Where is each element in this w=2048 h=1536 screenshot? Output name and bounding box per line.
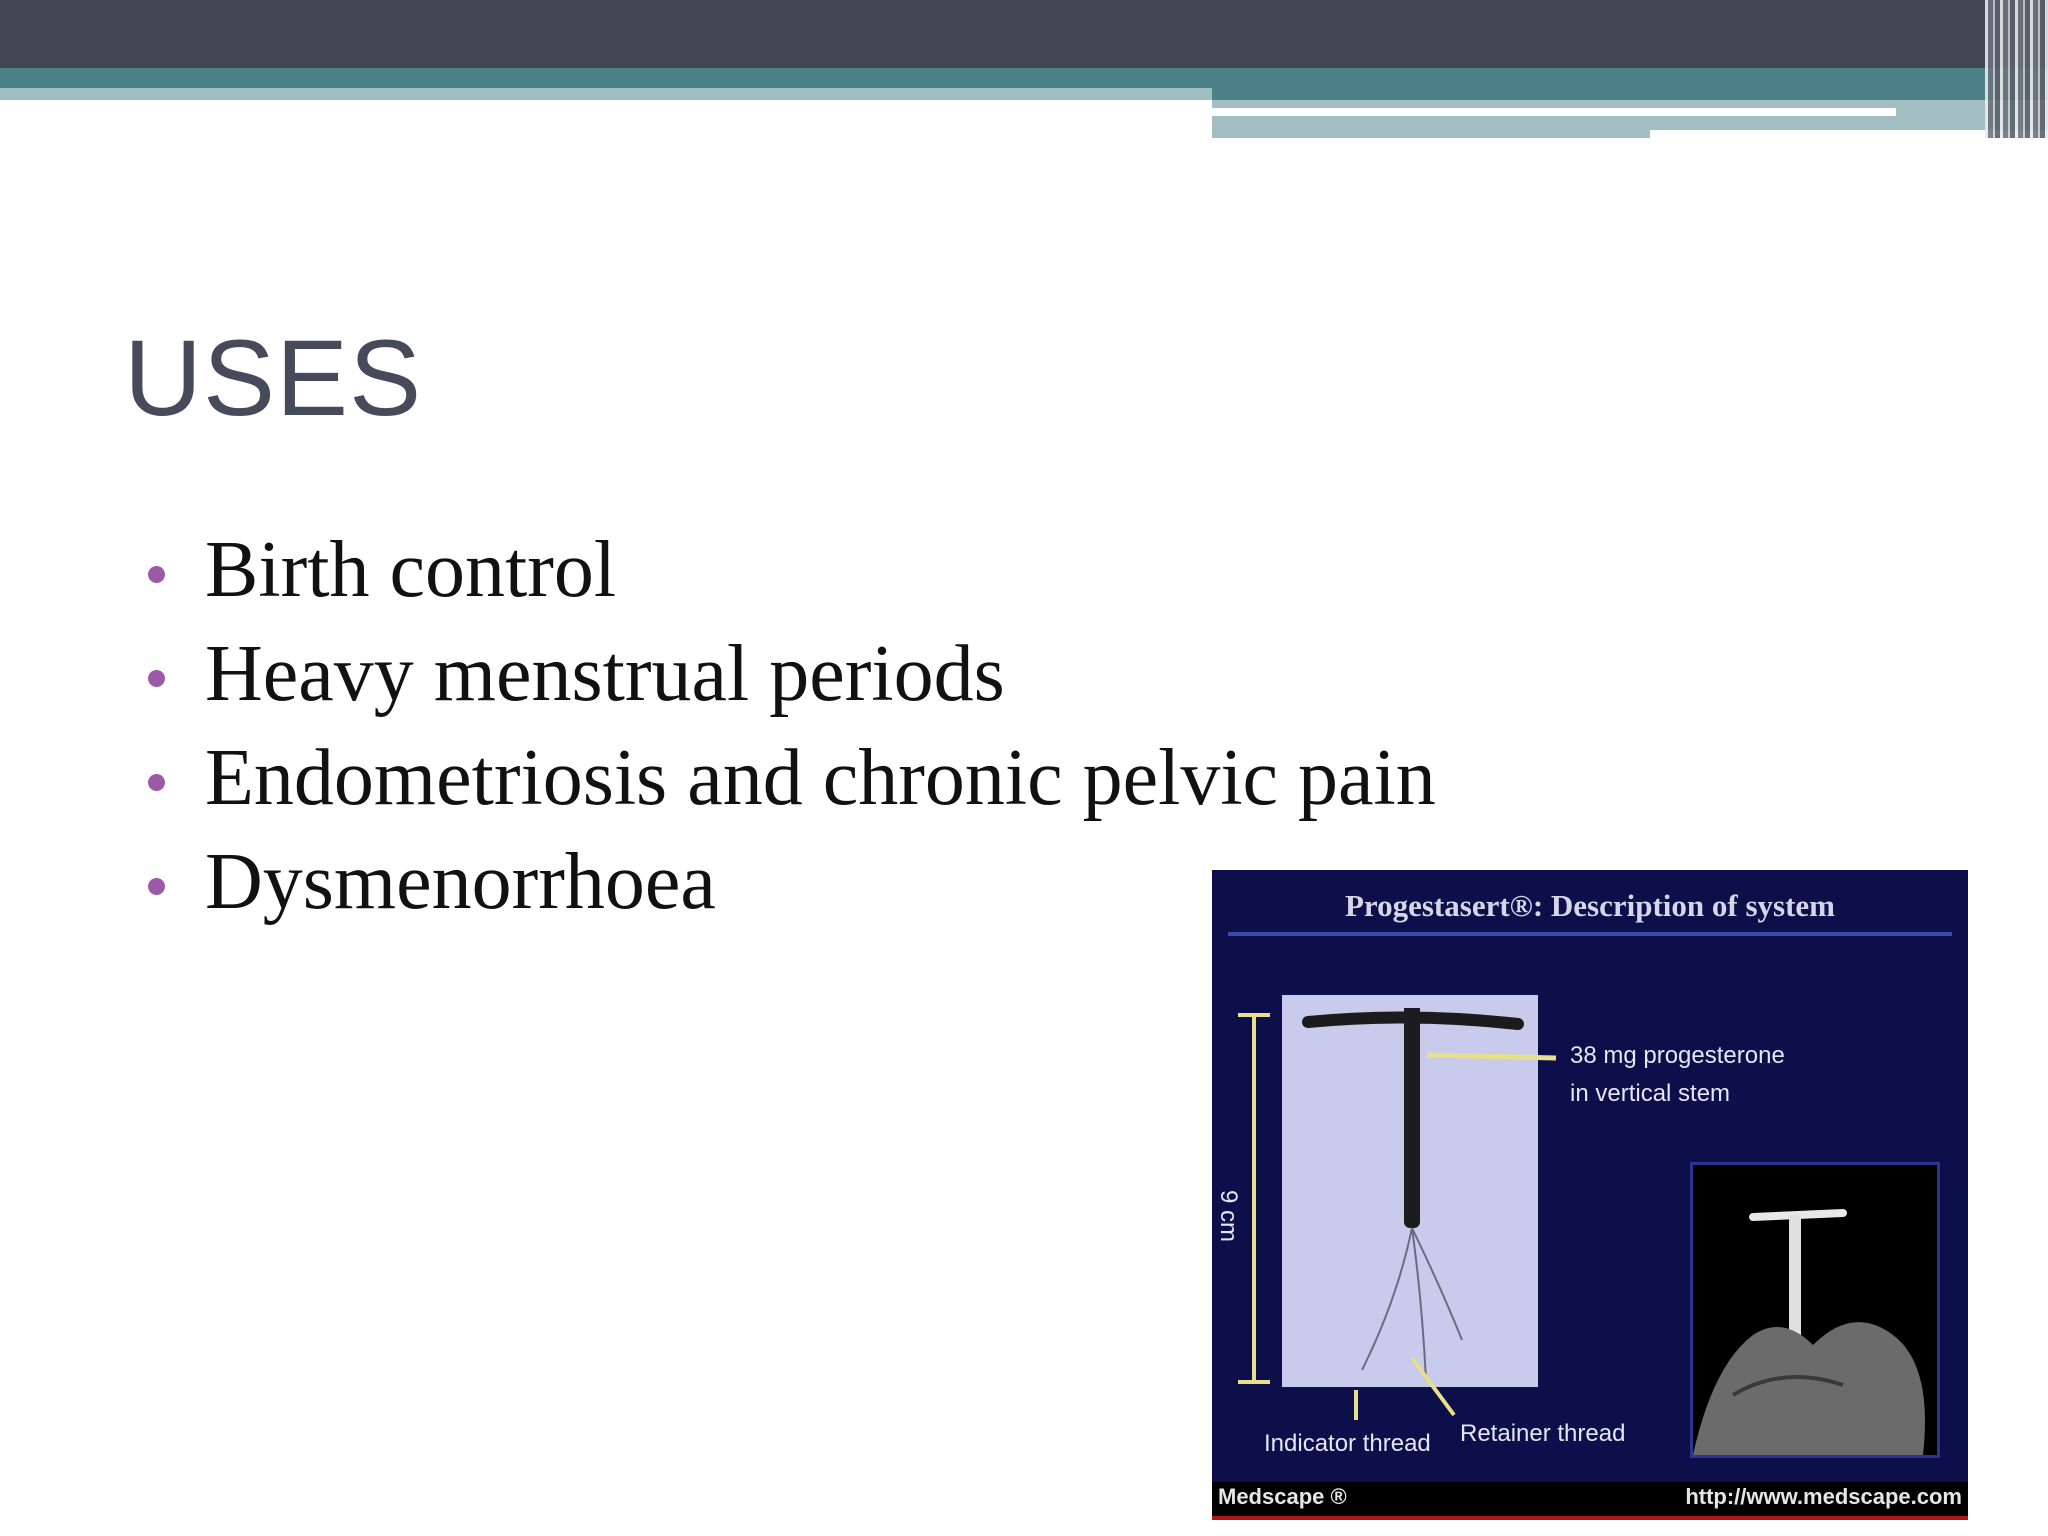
indicator-thread-label: Indicator thread bbox=[1264, 1430, 1431, 1457]
bullet-dot-icon bbox=[148, 774, 165, 791]
bullet-text: Endometriosis and chronic pelvic pain bbox=[205, 733, 1436, 822]
hand-holding-iud-photo bbox=[1690, 1162, 1940, 1458]
length-label: 9 cm bbox=[1215, 1190, 1242, 1243]
retainer-thread-label: Retainer thread bbox=[1460, 1420, 1626, 1447]
bullet-text: Dysmenorrhoea bbox=[205, 837, 716, 926]
bullet-dot-icon bbox=[148, 670, 165, 687]
bullet-item bbox=[148, 622, 1436, 726]
bullet-text: Heavy menstrual periods bbox=[205, 629, 1005, 718]
figure-footer-red-line bbox=[1212, 1516, 1968, 1520]
slide-title: USES bbox=[124, 317, 423, 438]
hand-photo-icon bbox=[1693, 1165, 1937, 1455]
figure-title: Progestasert®: Description of system bbox=[1344, 888, 1836, 923]
bullet-item bbox=[148, 726, 1436, 830]
bullet-dot-icon bbox=[148, 566, 165, 583]
bullet-text: Birth control bbox=[205, 525, 617, 614]
bullet-item bbox=[148, 518, 1436, 622]
stem-label-line2: in vertical stem bbox=[1570, 1080, 1731, 1107]
footer-url: http://www.medscape.com bbox=[1685, 1484, 1962, 1509]
progestasert-figure bbox=[1212, 870, 1968, 1520]
header-bar-teal-light bbox=[0, 88, 1212, 100]
header-stripes bbox=[1985, 0, 2048, 138]
header-bar-dark bbox=[0, 0, 2048, 68]
header-line-white bbox=[1212, 108, 1896, 116]
footer-brand: Medscape ® bbox=[1218, 1484, 1347, 1509]
stem-label-line1: 38 mg progesterone bbox=[1570, 1042, 1785, 1069]
header-bar-teal bbox=[0, 68, 1212, 88]
header-bar-right-teal bbox=[1212, 68, 2048, 100]
bullet-dot-icon bbox=[148, 878, 165, 895]
